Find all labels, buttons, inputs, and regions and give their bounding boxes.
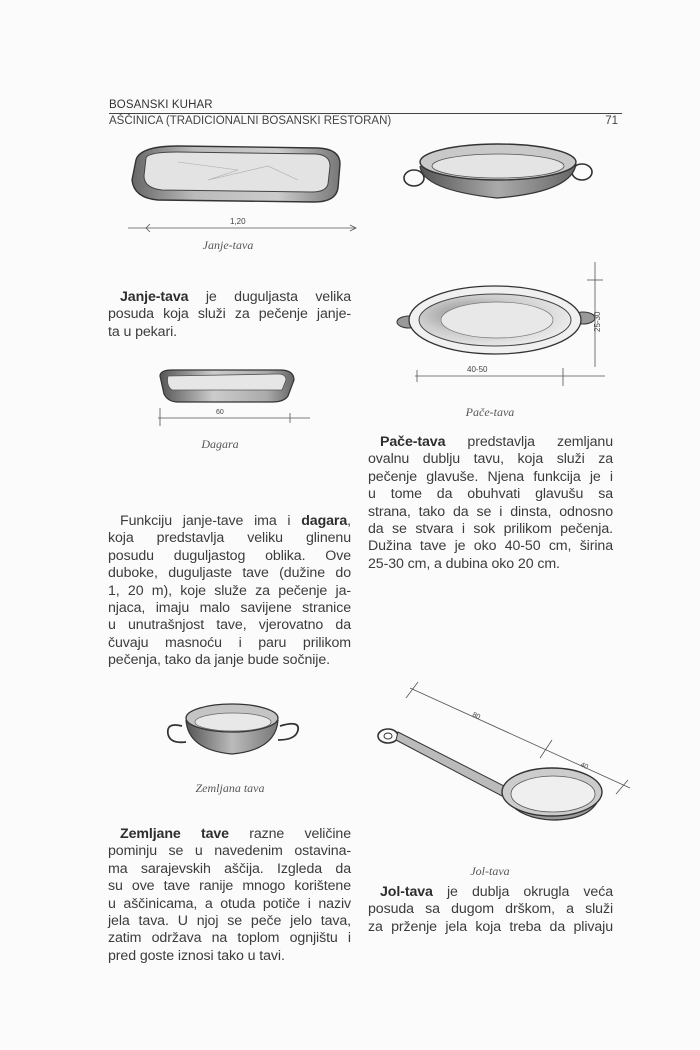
text-line: je dublja okrugla veća (432, 884, 613, 900)
text-line: posuda sa dugom drškom, a služi (368, 901, 613, 918)
text-line: pečenje glavuše. Njena funkcija je i (368, 468, 613, 485)
text-line: da se stvara i sok prilikom pečenja. (368, 521, 613, 538)
text-punct: , (347, 513, 351, 529)
caption-pace-tava: Pače-tava (465, 405, 515, 419)
term-janje-tava: Janje-tava (120, 289, 189, 305)
text-line: jela tava. U njoj se peče jelo tava, (108, 913, 351, 930)
round-pan-illustration (400, 140, 595, 202)
term-pace-tava: Pače-tava (380, 434, 446, 450)
jol-tava-pan-dimension: 40 (579, 761, 590, 771)
janje-tava-illustration (118, 140, 358, 240)
text-line: u tome da obuhvati glavušu sa (368, 486, 613, 503)
text-line: u unutrašnjost tave, vjerovatno da (108, 617, 351, 634)
figure-dagara (150, 368, 310, 428)
paragraph-jol-tava (368, 884, 613, 936)
text-line: u aščinicama, a otuda potiče i naziv (108, 895, 351, 912)
paragraph-janje-tava (108, 289, 351, 341)
pace-tava-illustration (395, 262, 615, 392)
text-line: pečenja, tako da janje bude sočnije. (108, 652, 330, 669)
paragraph-pace-tava (368, 434, 613, 573)
term-dagara: dagara (301, 513, 348, 529)
zemljana-tava-illustration (160, 700, 305, 756)
caption-jol-tava: Jol-tava (470, 864, 510, 878)
running-header (109, 99, 622, 128)
text-line: za prženje jela koja treba da plivaju (368, 918, 613, 935)
text-line: ta u pekari. (108, 323, 177, 340)
text-line: Dužina tave je oko 40-50 cm, širina (368, 538, 613, 555)
page-number: 71 (605, 115, 618, 127)
text-line: zatim održava na toplom ognjištu i (108, 930, 351, 947)
text-line: je duguljasta velika (188, 289, 351, 305)
text-line: razne veličine (228, 826, 351, 842)
text-line: 25-30 cm, a dubina oko 20 cm. (368, 555, 560, 572)
paragraph-zemljane-tave (108, 826, 351, 965)
text-line: ma sarajevskih aščija. Izgleda da (108, 860, 351, 877)
jol-tava-illustration (372, 678, 632, 828)
paragraph-dagara (108, 513, 351, 670)
figure-zemljana-tava (160, 700, 305, 756)
figure-pace-tava (395, 262, 615, 392)
text-line: pominju se u navedenim ostavina- (108, 843, 351, 860)
text-line: 1, 20 m), koje služe za pečenje ja- (108, 582, 351, 599)
figure-janje-tava (118, 140, 358, 240)
dagara-illustration (150, 368, 310, 428)
caption-zemljana-tava: Zemljana tava (195, 781, 265, 795)
figure-jol-tava (372, 678, 632, 828)
dagara-dimension: 60 (216, 409, 224, 416)
text-line: pred goste iznosi tako u tavi. (108, 947, 285, 964)
caption-janje-tava: Janje-tava (202, 238, 254, 252)
caption-dagara: Dagara (201, 437, 239, 451)
text-line: čuvaju masnoću i paru prilikom (108, 634, 351, 651)
text-line: njaca, imaju malo savijene stranice (108, 600, 351, 617)
term-zemljane-tave: Zemljane tave (120, 826, 229, 842)
text-line: koja predstavlja veliku glinenu (108, 530, 351, 547)
janje-tava-dimension: 1,20 (230, 217, 246, 226)
text-line: strana, tako da se i dinsta, odnosno (368, 503, 613, 520)
text-line: posudu duguljastog oblika. Ove (108, 547, 351, 564)
jol-tava-handle-dimension: 80 (471, 711, 482, 721)
pace-tava-length: 40-50 (467, 365, 488, 374)
chapter-title: AŠČINICA (TRADICIONALNI BOSANSKI RESTORAN) (109, 115, 392, 127)
pace-tava-width: 25-30 (593, 311, 602, 332)
book-title: BOSANSKI KUHAR (109, 99, 213, 111)
text-line: predstavlja zemljanu (445, 434, 613, 450)
text-line: posuda koja služi za pečenje janje- (108, 306, 351, 323)
figure-zemljana-tava-top (400, 140, 595, 202)
term-jol-tava: Jol-tava (380, 884, 433, 900)
header-rule (109, 113, 622, 114)
text-line: Funkciju janje-tave ima i (120, 513, 302, 529)
text-line: duboke, duguljaste tave (dužine do (108, 565, 351, 582)
text-line: ovalnu dublju tavu, koja služi za (368, 451, 613, 468)
text-line: su ove tave ranije mnogo korištene (108, 878, 351, 895)
